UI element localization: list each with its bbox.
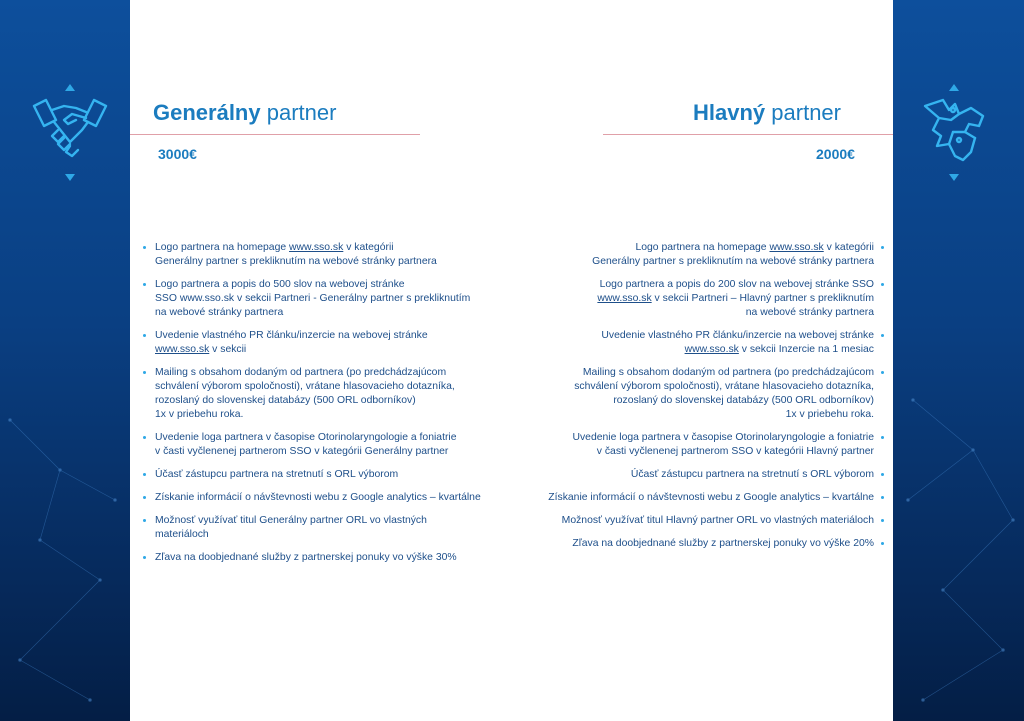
main-partner-benefits — [520, 241, 874, 560]
general-partner-price: 3000€ — [158, 146, 197, 162]
general-partner-title — [153, 100, 336, 126]
title-bold: Generálny — [153, 100, 261, 125]
benefit-text: v sekcii Inzercie na 1 mesiac — [738, 344, 874, 355]
arrow-up-icon — [65, 84, 75, 91]
benefit-item — [520, 366, 874, 422]
benefit-text: Generálny partner s prekliknutím na webové stránky partnera — [592, 256, 874, 267]
benefit-item — [520, 329, 874, 357]
benefit-text: Účasť zástupcu partnera na stretnutí s ORL výborom — [630, 469, 874, 480]
benefit-text: 1x v priebehu roka. — [785, 409, 874, 420]
puzzle-hands-icon — [919, 96, 989, 169]
website-link[interactable]: www.sso.sk — [289, 242, 344, 253]
benefit-item — [155, 366, 505, 422]
main-partner-price: 2000€ — [816, 146, 855, 162]
benefit-text: Uvedenie loga partnera v časopise Otorinolaryngologie a foniatrie — [572, 432, 874, 443]
benefit-text: v kategórii — [343, 242, 394, 253]
benefit-text: Získanie informácií o návštevnosti webu z Google analytics – kvartálne — [548, 492, 874, 503]
arrow-up-icon — [949, 84, 959, 91]
arrow-down-icon — [65, 174, 75, 181]
benefit-text: Generálny partner s prekliknutím na webové stránky partnera — [155, 256, 437, 267]
benefit-item — [155, 241, 505, 269]
benefit-text: Možnosť využívať titul Generálny partner ORL vo vlastných — [155, 515, 427, 526]
benefit-text: na webové stránky partnera — [745, 307, 874, 318]
benefit-text: Získanie informácií o návštevnosti webu z Google analytics – kvartálne — [155, 492, 481, 503]
website-link[interactable]: www.sso.sk — [155, 344, 210, 355]
benefit-text: Mailing s obsahom dodaným od partnera (po predchádzajúcom — [582, 367, 874, 378]
benefit-text: v sekcii Partneri – Hlavný partner s prekliknutím — [651, 293, 874, 304]
handshake-icon — [30, 96, 110, 167]
benefit-text: 1x v priebehu roka. — [155, 409, 244, 420]
benefit-text: schválení výborom spoločnosti), vrátane hlasovacieho dotazníka, — [574, 381, 874, 392]
benefit-item — [520, 514, 874, 528]
website-link[interactable]: www.sso.sk — [597, 293, 652, 304]
benefit-text: v časti vyčlenenej partnerom SSO v kategórii Generálny partner — [155, 446, 449, 457]
benefit-text: v časti vyčlenenej partnerom SSO v kategórii Hlavný partner — [596, 446, 874, 457]
title-divider — [130, 134, 420, 135]
benefit-text: Uvedenie vlastného PR článku/inzercie na webovej stránke — [601, 330, 874, 341]
benefit-text: v kategórii — [823, 242, 874, 253]
benefit-item — [520, 431, 874, 459]
benefit-item — [520, 241, 874, 269]
benefit-text: Logo partnera a popis do 500 slov na webovej stránke — [155, 279, 405, 290]
main-partner-title — [693, 100, 841, 126]
title-rest: partner — [266, 100, 337, 125]
arrow-down-icon — [949, 174, 959, 181]
benefit-text: rozoslaný do slovenskej databázy (500 ORL odborníkov) — [613, 395, 874, 406]
benefit-text: Zľava na doobjednané služby z partnerskej ponuky vo výške 20% — [572, 538, 874, 549]
benefit-item — [155, 514, 505, 542]
benefit-text: materiáloch — [155, 529, 209, 540]
benefit-item — [155, 491, 505, 505]
title-divider — [603, 134, 893, 135]
benefit-item — [520, 537, 874, 551]
benefit-text: rozoslaný do slovenskej databázy (500 ORL odborníkov) — [155, 395, 416, 406]
benefit-item — [155, 431, 505, 459]
benefit-text: Uvedenie vlastného PR článku/inzercie na webovej stránke — [155, 330, 428, 341]
website-link[interactable]: www.sso.sk — [684, 344, 739, 355]
benefit-text: Účasť zástupcu partnera na stretnutí s ORL výborom — [155, 469, 399, 480]
benefit-text: Logo partnera na homepage — [635, 242, 770, 253]
benefit-text: na webové stránky partnera — [155, 307, 284, 318]
benefit-text: Logo partnera a popis do 200 slov na webovej stránke SSO — [599, 279, 874, 290]
benefit-item — [155, 551, 505, 565]
benefit-text: schválení výborom spoločnosti), vrátane hlasovacieho dotazníka, — [155, 381, 455, 392]
title-bold: Hlavný — [693, 100, 766, 125]
benefit-text: Zľava na doobjednané služby z partnerskej ponuky vo výške 30% — [155, 552, 457, 563]
title-rest: partner — [771, 100, 841, 125]
benefit-text: Možnosť využívať titul Hlavný partner ORL vo vlastných materiáloch — [561, 515, 874, 526]
left-side-panel — [0, 0, 130, 721]
right-side-panel — [893, 0, 1024, 721]
benefit-item — [520, 491, 874, 505]
benefit-text: SSO www.sso.sk v sekcii Partneri - Generálny partner s prekliknutím — [155, 293, 471, 304]
benefit-item — [155, 329, 505, 357]
benefit-text: Logo partnera na homepage — [155, 242, 290, 253]
benefit-item — [520, 278, 874, 320]
benefit-text: v sekcii — [209, 344, 247, 355]
benefit-text: Uvedenie loga partnera v časopise Otorinolaryngologie a foniatrie — [155, 432, 457, 443]
benefit-item — [520, 468, 874, 482]
general-partner-benefits — [155, 241, 505, 574]
benefit-item — [155, 278, 505, 320]
benefit-text: Mailing s obsahom dodaným od partnera (po predchádzajúcom — [155, 367, 447, 378]
benefit-item — [155, 468, 505, 482]
website-link[interactable]: www.sso.sk — [769, 242, 824, 253]
